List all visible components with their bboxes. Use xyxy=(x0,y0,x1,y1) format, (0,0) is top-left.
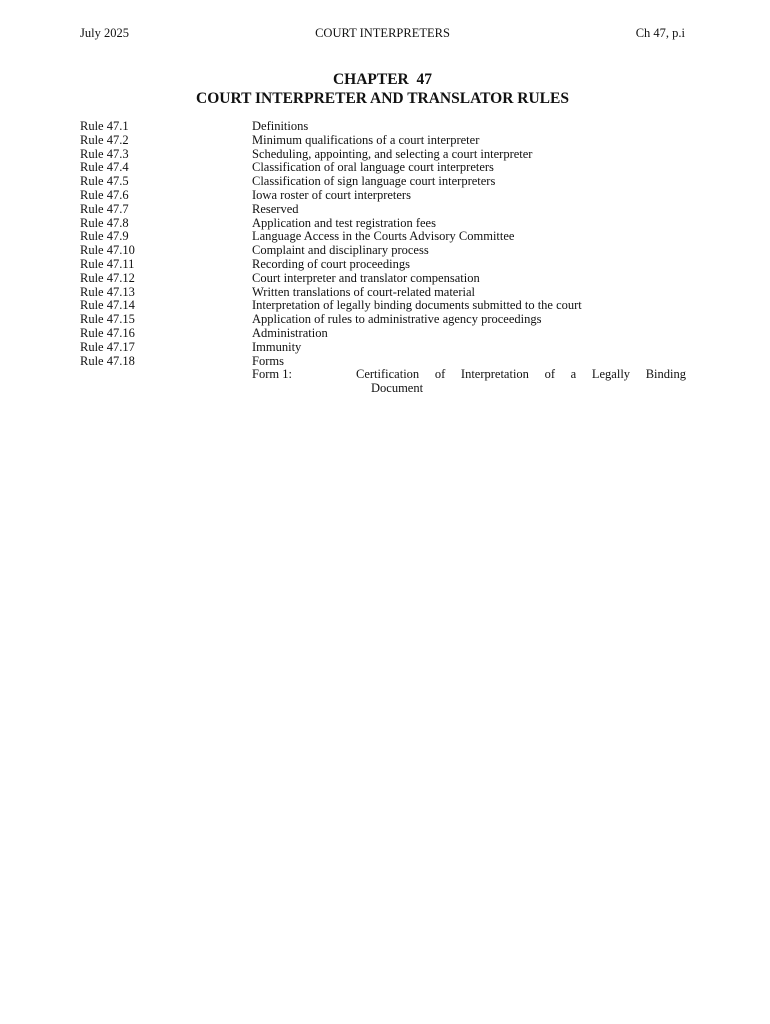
toc-row xyxy=(80,272,686,286)
rule-title: Classification of oral language court interpreters xyxy=(252,160,494,175)
rule-number: Rule 47.6 xyxy=(80,187,129,202)
table-of-contents xyxy=(80,120,686,396)
rule-title: Application of rules to administrative agency proceedings xyxy=(252,312,542,327)
toc-row xyxy=(80,327,686,341)
toc-row xyxy=(80,217,686,231)
header-title: COURT INTERPRETERS xyxy=(315,26,450,40)
chapter-title: COURT INTERPRETER AND TRANSLATOR RULES xyxy=(196,90,569,107)
toc-row xyxy=(80,175,686,189)
toc-row xyxy=(80,286,686,300)
rule-number: Rule 47.15 xyxy=(80,312,135,327)
toc-row xyxy=(80,230,686,244)
toc-row xyxy=(80,355,686,369)
rule-number: Rule 47.5 xyxy=(80,174,129,189)
rule-number: Rule 47.16 xyxy=(80,325,135,340)
rule-number: Rule 47.7 xyxy=(80,201,129,216)
rule-number: Rule 47.10 xyxy=(80,243,135,258)
toc-row xyxy=(80,148,686,162)
rule-title: Court interpreter and translator compensation xyxy=(252,270,480,285)
form-label: Form 1: xyxy=(252,367,292,382)
rule-title: Written translations of court-related material xyxy=(252,284,476,299)
rule-title: Iowa roster of court interpreters xyxy=(252,187,411,202)
rule-title: Language Access in the Courts Advisory Committee xyxy=(252,229,515,244)
rule-title: Interpretation of legally binding documents submitted to the court xyxy=(252,298,582,313)
form-title-line2: Document xyxy=(371,381,424,396)
rule-title: Complaint and disciplinary process xyxy=(252,243,429,258)
rule-title: Scheduling, appointing, and selecting a court interpreter xyxy=(252,146,533,161)
rule-number: Rule 47.18 xyxy=(80,353,135,368)
rule-title: Application and test registration fees xyxy=(252,215,436,230)
toc-row xyxy=(80,161,686,175)
rule-number: Rule 47.13 xyxy=(80,284,135,299)
form-title-line1: Certification of Interpretation of a Legally Binding xyxy=(356,367,686,382)
rule-number: Rule 47.4 xyxy=(80,160,129,175)
rule-title: Forms xyxy=(252,353,284,368)
toc-row xyxy=(80,244,686,258)
rule-number: Rule 47.3 xyxy=(80,146,129,161)
rule-title: Immunity xyxy=(252,339,302,354)
toc-row xyxy=(80,299,686,313)
rule-title: Definitions xyxy=(252,119,309,133)
header-date: July 2025 xyxy=(80,26,129,40)
rule-number: Rule 47.8 xyxy=(80,215,129,230)
toc-row xyxy=(80,120,686,134)
form-title xyxy=(356,368,686,396)
rule-number: Rule 47.14 xyxy=(80,298,135,313)
form-row xyxy=(80,368,686,396)
toc-row xyxy=(80,258,686,272)
header-page-number: Ch 47, p.i xyxy=(635,26,685,40)
rule-number: Rule 47.11 xyxy=(80,256,135,271)
rule-number: Rule 47.12 xyxy=(80,270,135,285)
rule-title: Classification of sign language court interpreters xyxy=(252,174,496,189)
toc-row xyxy=(80,313,686,327)
rule-number: Rule 47.17 xyxy=(80,339,135,354)
rule-title: Reserved xyxy=(252,201,299,216)
toc-row xyxy=(80,341,686,355)
rule-number: Rule 47.9 xyxy=(80,229,129,244)
toc-row xyxy=(80,134,686,148)
rule-number: Rule 47.2 xyxy=(80,132,129,147)
toc-row xyxy=(80,189,686,203)
chapter-number: CHAPTER 47 xyxy=(332,71,433,88)
rule-number: Rule 47.1 xyxy=(80,119,129,133)
rule-title: Minimum qualifications of a court interpreter xyxy=(252,132,480,147)
toc-row xyxy=(80,203,686,217)
page-header xyxy=(80,26,685,42)
rule-title: Administration xyxy=(252,325,328,340)
rule-title: Recording of court proceedings xyxy=(252,256,410,271)
